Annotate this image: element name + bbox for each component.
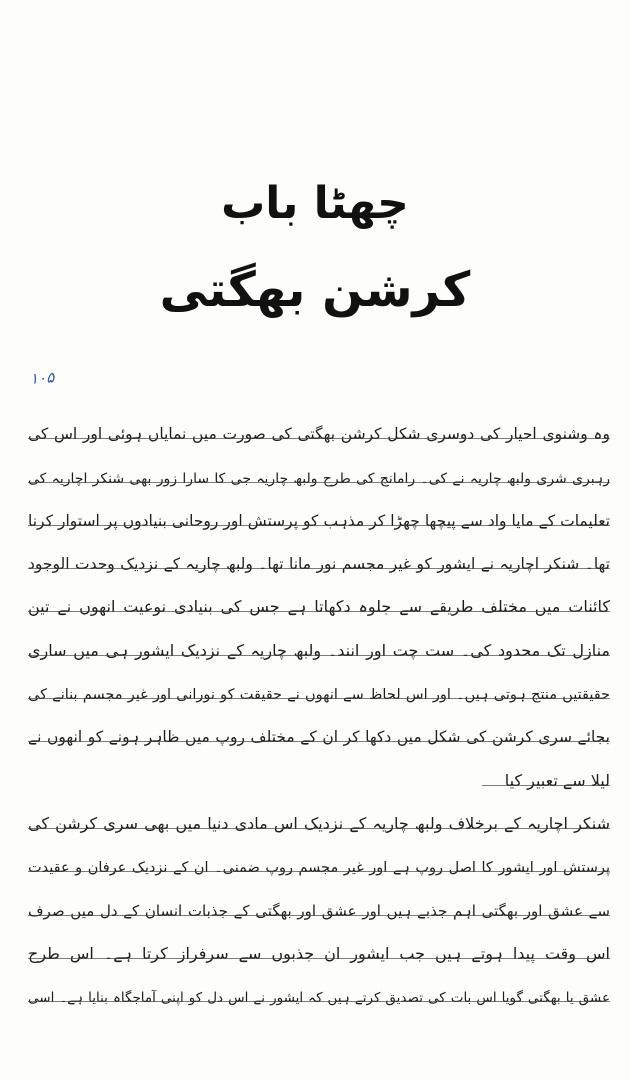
text-line: اس وقت پیدا ہوتے ہیں جب ایشور ان جذبوں سے سرفراز کرتا ہے۔ اس طرح (28, 943, 610, 963)
text-line: لیلا سے تعبیر کیا (28, 746, 610, 789)
margin-page-note: ۱۰۵ (29, 368, 55, 388)
text-line: کائنات میں مختلف طریقے سے جلوہ دکھاتا ہے جس کی بنیادی نوعیت انھوں نے تین (28, 597, 610, 617)
text-line: پرستش اور ایشور کا اصل روپ ہے اور غیر مجسم روپ ضمنی۔ ان کے نزدیک عرفان و عقیدت (28, 860, 610, 877)
text-line: سے عشق اور بھگتی اہم جذبے ہیں اور عشق اور بھگتی کے جذبات انسان کے دل میں صرف (28, 901, 610, 920)
text-line: حقیقتیں منتج ہوتی ہیں۔ اور اس لحاظ سے انھوں نے حقیقت کو نورانی اور غیر مجسم بنانے کی (28, 687, 610, 704)
text-line: رہبری شری ولبھ چاریہ نے کی۔ رامانج کی طرح ولبھ چاریہ جی کا سارا زور بھی شنکر اچاریہ کی (28, 470, 610, 487)
text-line: بجائے سری کرشن کی شکل میں دکھا کر ان کے مختلف روپ میں ظاہر ہونے کو انھوں نے (28, 728, 610, 747)
text-line: منازل تک محدود کی۔ ست چت اور انند۔ ولبھ چاریہ کے نزدیک ایشور ہی میں ساری (28, 640, 610, 660)
text-line: عشق یا بھگتی گویا اس بات کی تصدیق کرتے ہیں کہ ایشور نے اس دل کو اپنی آماجگاہ بنایا ہے۔ اسی (28, 990, 610, 1007)
text-line: وہ وشنوی احیار کی دوسری شکل کرشن بھگتی کی صورت میں نمایاں ہوئی اور اس کی (28, 425, 610, 444)
text-line: شنکر اچاریہ کے برخلاف ولبھ چاریہ کے نزدیک اس مادی دنیا میں بھی سری کرشن کی (28, 813, 610, 833)
text-line: تھا۔ شنکر اچاریہ نے ایشور کو غیر مجسم نور مانا تھا۔ ولبھ چاریہ کے نزدیک وحدت الوجود (28, 555, 610, 574)
body-text (28, 400, 610, 1006)
chapter-title: چھٹا باب (221, 178, 409, 229)
text-line: تعلیمات کے مایا واد سے پیچھا چھڑا کر مذہب کو پرستش اور روحانی بنیادوں پر استوار کرنا (28, 511, 610, 530)
chapter-subtitle: کرشن بھگتی (159, 262, 471, 318)
